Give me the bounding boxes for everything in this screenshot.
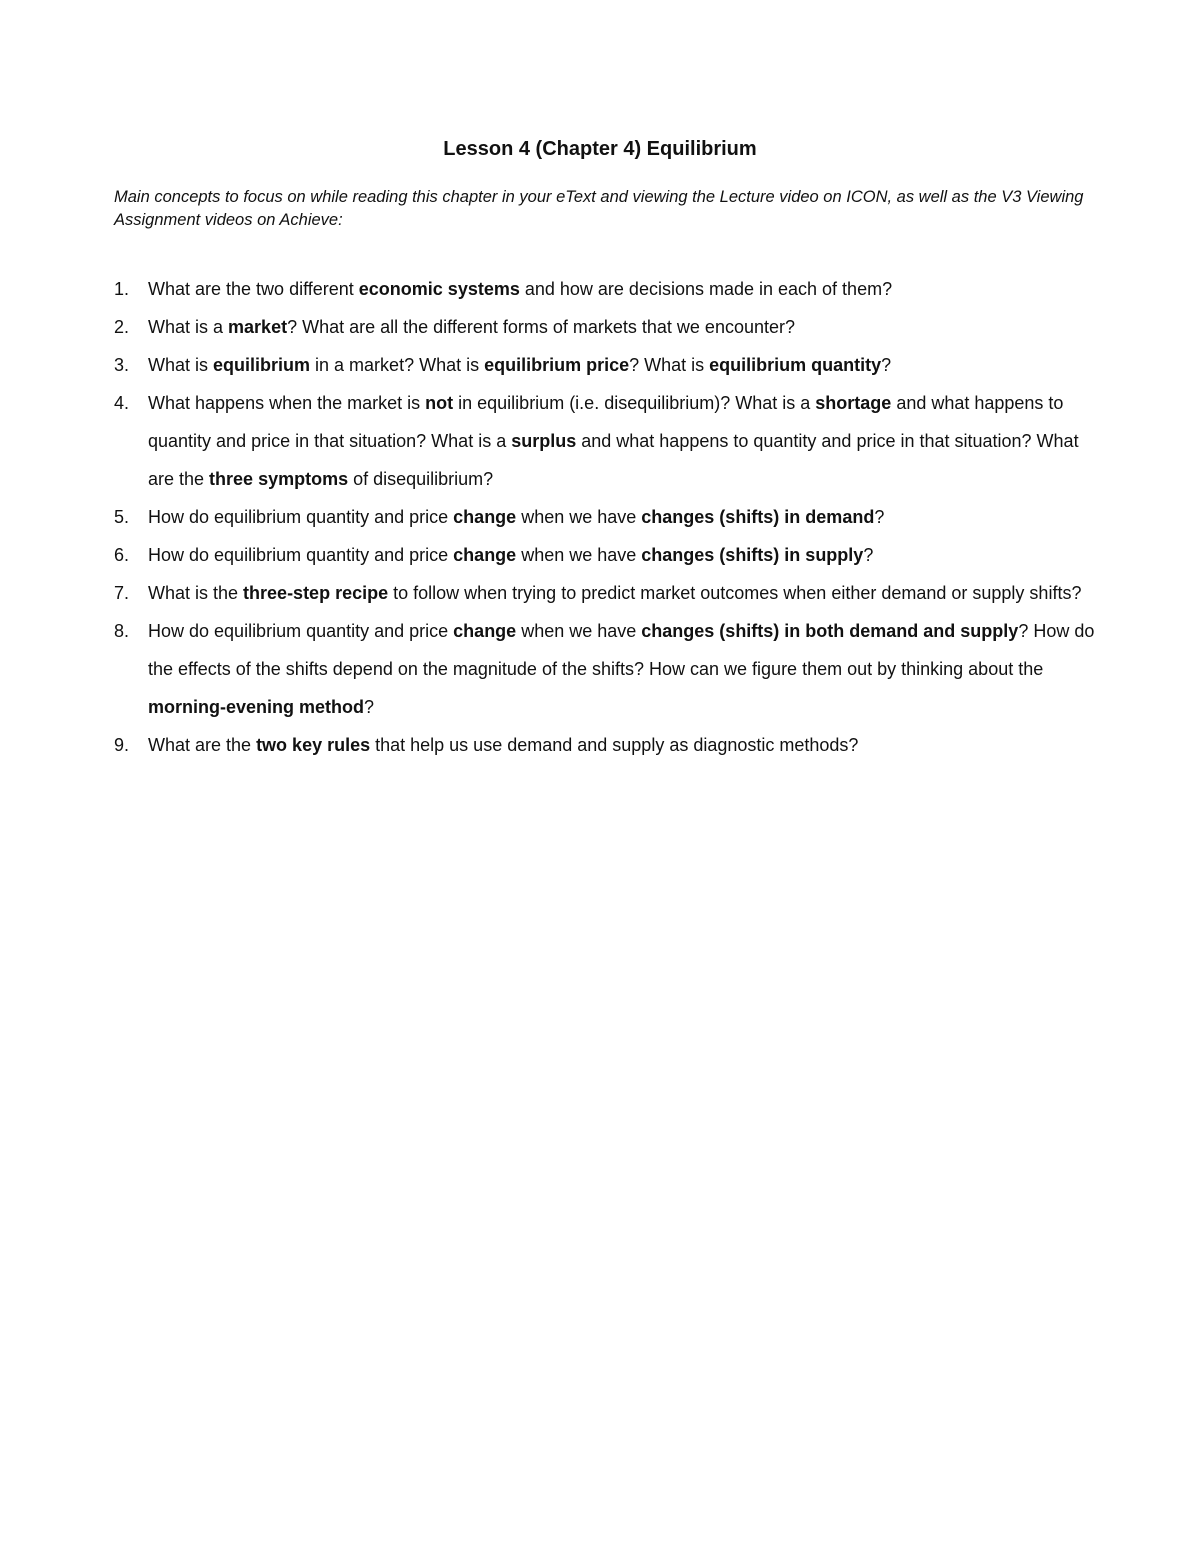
question-text [148,545,873,565]
question-text-segment: What is [148,355,214,375]
question-text-segment: ? What are all the different forms of markets that we encounter? [287,317,795,337]
question-key-term: change [453,621,517,641]
question-key-term: two key rules [256,735,371,755]
question-key-term: change [453,507,517,527]
question-text-segment: ? [364,697,375,717]
question-text-segment: ? [874,507,885,527]
question-text-segment: when we have [516,507,642,527]
question-key-term: shortage [815,393,892,413]
question-item [114,574,1100,612]
question-text-segment: What is the [148,583,244,603]
question-key-term: surplus [511,431,577,451]
question-number: 4. [114,393,130,413]
question-text [148,279,892,299]
question-text-segment: How do equilibrium quantity and price [148,621,454,641]
question-text [148,393,1079,489]
question-key-term: changes (shifts) in both demand and supply [641,621,1019,641]
question-item [114,726,1100,764]
question-text [148,735,858,755]
question-text-segment: in equilibrium (i.e. disequilibrium)? What is a [453,393,816,413]
question-number: 2. [114,317,130,337]
question-key-term: economic systems [358,279,520,299]
question-item [114,612,1100,726]
question-key-term: market [228,317,288,337]
question-text-segment: What are the [148,735,257,755]
question-text-segment: when we have [516,545,642,565]
question-number: 6. [114,545,130,565]
question-text-segment: What happens when the market is [148,393,426,413]
intro-text: Main concepts to focus on while reading this chapter in your eText and viewing the Lecture video on ICON, as well as the V3 Viewing Assignment videos on Achieve: [114,188,1084,229]
question-text-segment: and what happens to quantity and price in that situation? What are the [148,431,1079,489]
question-text [148,583,1081,603]
question-key-term: three-step recipe [243,583,389,603]
question-key-term: equilibrium price [484,355,630,375]
question-number: 9. [114,735,130,755]
question-text-segment: What is a [148,317,229,337]
question-list [114,270,1100,764]
question-key-term: equilibrium quantity [709,355,882,375]
question-text-segment: in a market? What is [310,355,485,375]
question-text-segment: when we have [516,621,642,641]
question-key-term: changes (shifts) in supply [641,545,864,565]
question-text-segment: ? [863,545,874,565]
question-text [148,621,1094,717]
question-number: 7. [114,583,130,603]
question-key-term: changes (shifts) in demand [641,507,875,527]
question-text-segment: and how are decisions made in each of them? [519,279,893,299]
question-item [114,384,1100,498]
question-text-segment: that help us use demand and supply as diagnostic methods? [370,735,859,755]
question-item [114,308,1100,346]
question-text [148,355,891,375]
question-key-term: three symptoms [209,469,349,489]
question-key-term: not [425,393,454,413]
question-text-segment: and what happens to quantity and price in that situation? What is a [148,393,1064,451]
question-number: 5. [114,507,130,527]
question-number: 8. [114,621,130,641]
question-text-segment: ? How do the effects of the shifts depend on the magnitude of the shifts? How can we figure them out by thinking about the [148,621,1095,679]
document-title: Lesson 4 (Chapter 4) Equilibrium [443,138,757,160]
question-item [114,536,1100,574]
question-key-term: change [453,545,517,565]
question-number: 1. [114,279,130,299]
question-number: 3. [114,355,130,375]
question-text [148,317,795,337]
question-item [114,346,1100,384]
question-text [148,507,884,527]
question-text-segment: How do equilibrium quantity and price [148,545,454,565]
question-text-segment: ? What is [629,355,710,375]
question-text-segment: of disequilibrium? [348,469,494,489]
question-key-term: equilibrium [213,355,311,375]
question-text-segment: What are the two different [148,279,359,299]
question-text-segment: How do equilibrium quantity and price [148,507,454,527]
question-key-term: morning-evening method [148,697,364,717]
question-item [114,270,1100,308]
question-text-segment: ? [881,355,892,375]
question-text-segment: to follow when trying to predict market outcomes when either demand or supply shifts? [388,583,1082,603]
question-item [114,498,1100,536]
